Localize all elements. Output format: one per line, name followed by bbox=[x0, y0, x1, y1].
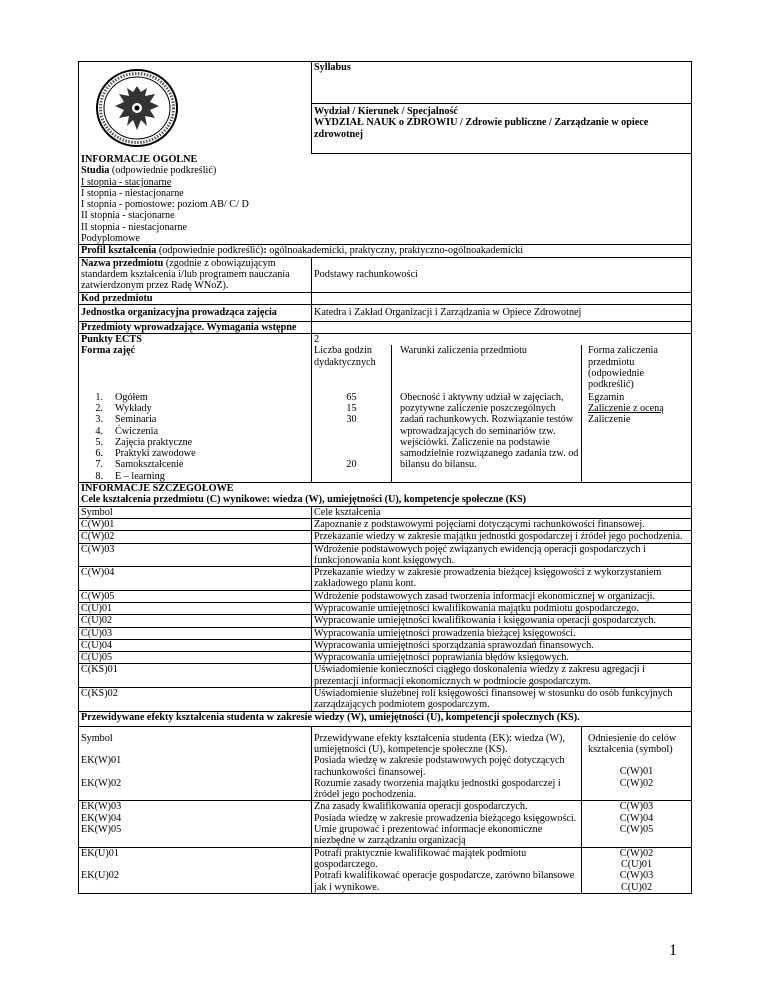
effects-symbol-header: Symbol bbox=[79, 726, 312, 755]
table-row: EK(W)04 Posiada wiedzę w zakresie prowadzenia bieżącego księgowości. C(W)04 bbox=[79, 813, 692, 824]
list-item: 7. Samokształcenie bbox=[95, 459, 184, 471]
faculty-cell bbox=[312, 104, 692, 154]
forms-list-cell bbox=[79, 391, 312, 483]
list-item: 3. Seminaria bbox=[95, 414, 157, 426]
goals-text-header: Cele kształcenia bbox=[312, 506, 692, 518]
hours-value bbox=[314, 437, 389, 448]
effects-ref-header: Odniesienie do celów kształcenia (symbol) bbox=[582, 726, 692, 755]
kod-value bbox=[312, 292, 692, 304]
table-row: EK(U)01 Potrafi praktycznie kwalifikować majątek podmiotu gospodarczego. C(W)02 C(U)01 bbox=[79, 847, 692, 870]
studia-option: I stopnia - niestacjonarne bbox=[81, 187, 184, 199]
table-row: C(U)04 Wypracowania umiejętności sporządzania sprawozdań finansowych. bbox=[79, 639, 692, 651]
syllabus-page bbox=[78, 61, 691, 894]
faculty-value: WYDZIAŁ NAUK o ZDROWIU / Zdrowie publiczne / Zarządzanie w opiece zdrowotnej bbox=[314, 117, 649, 140]
table-row: EK(W)01 Posiada wiedzę w zakresie podstawowych pojęć dotyczących rachunkowości finansowej. C(W)01 bbox=[79, 755, 692, 778]
hours-value: 20 bbox=[346, 459, 357, 471]
table-row: EK(W)02 Rozumie zasady tworzenia majątku jednostki gospodarczej i źródeł jego pochodzenia. C(W)02 bbox=[79, 778, 692, 801]
table-row: C(U)02 Wypracowanie umiejętności kwalifikowania i księgowania operacji gospodarczych. bbox=[79, 615, 692, 627]
forma-zal-header: Forma zaliczenia przedmiotu (odpowiednie podkreślić) bbox=[582, 345, 692, 390]
studia-option: I stopnia - pomostowe: poziom AB/ C/ D bbox=[81, 199, 249, 211]
forms-list bbox=[81, 392, 309, 482]
hours-value: 30 bbox=[346, 414, 357, 426]
table-row: EK(W)03 Zna zasady kwalifikowania operacji gospodarczych. C(W)03 bbox=[79, 801, 692, 813]
table-row: C(W)05 Wdrożenie podstawowych zasad tworzenia informacji ekonomicznej w organizacji. bbox=[79, 590, 692, 602]
hours-cell bbox=[312, 391, 392, 483]
nazwa-label: Nazwa przedmiotu bbox=[81, 257, 164, 269]
hours-value: 15 bbox=[346, 402, 357, 414]
forma-zal-option: Egzamin bbox=[588, 391, 625, 403]
conditions-text: Obecność i aktywny udział w zajęciach, pozytywne zaliczenie poszczególnych zadań rachunkowych. Rozwiązanie testów wprowadzających do seminariów tzw. wejściówki. Zaliczenie na podstawie samodzielnie rozwiązanego zadania tzw. od bilansu do bilansu. bbox=[392, 391, 582, 483]
university-seal-icon bbox=[95, 68, 179, 148]
jednostka-value: Katedra i Zakład Organizacji i Zarządzania w Opiece Zdrowotnej bbox=[312, 304, 692, 321]
effects-heading: Przewidywane efekty kształcenia studenta w zakresie wiedzy (W), umiejętności (U), kompetencji społecznych (KS). bbox=[79, 711, 692, 726]
studia-option: II stopnia - stacjonarne bbox=[81, 210, 175, 222]
forma-zal-option: Zaliczenie z oceną bbox=[588, 402, 664, 414]
nazwa-note: (zgodnie z obowiązującym standardem kształcenia i/lub programem nauczania zatwierdzonym przez Radę WNoZ). bbox=[81, 257, 290, 292]
studia-option: II stopnia - niestacjonarne bbox=[81, 221, 188, 233]
general-heading: INFORMACJE OGÓLNE bbox=[81, 154, 198, 165]
syllabus-table bbox=[78, 61, 692, 894]
list-item: 4. Ćwiczenia bbox=[95, 425, 158, 437]
hours-header: Liczba godzin dydaktycznych bbox=[312, 345, 392, 390]
forma-label: Forma zajęć bbox=[79, 345, 312, 390]
table-row: C(U)01 Wypracowanie umiejętności kwalifikowania majątku podmiotu gospodarczego. bbox=[79, 602, 692, 614]
hours-value bbox=[314, 426, 389, 437]
list-item: 6. Praktyki zawodowe bbox=[95, 448, 196, 460]
hours-value bbox=[314, 448, 389, 459]
table-row: C(W)03 Wdrożenie podstawowych pojęć związanych ewidencją operacji gospodarczych i funkcjonowania kont księgowych. bbox=[79, 543, 692, 567]
nazwa-label-cell bbox=[79, 257, 312, 292]
details-heading: INFORMACJE SZCZEGÓŁOWE bbox=[81, 483, 234, 495]
wymagania-label: Przedmioty wprowadzające. Wymagania wstępne bbox=[79, 321, 312, 333]
profil-label: Profil kształcenia bbox=[81, 245, 157, 257]
hours-value bbox=[314, 471, 389, 482]
general-info-cell bbox=[79, 154, 692, 245]
details-cell bbox=[79, 483, 692, 507]
table-row: C(KS)02 Uświadomienie służebnej roli księgowości finansowej w stosunku do osób funkcyjnych zarządzających podmiotem gospodarczym. bbox=[79, 688, 692, 712]
table-row: C(W)01 Zapoznanie z podstawowymi pojęciami dotyczącymi rachunkowości finansowej. bbox=[79, 518, 692, 530]
effects-text-header: Przewidywane efekty kształcenia studenta (EK): wiedza (W), umiejętności (U), kompetencje społeczne (KS). bbox=[312, 726, 582, 755]
profil-options: ogólnoakademicki, praktyczny, praktyczno-ogólnoakademicki bbox=[269, 245, 524, 257]
faculty-label: Wydział / Kierunek / Specjalność bbox=[314, 106, 458, 117]
ects-value: 2 bbox=[312, 334, 692, 346]
page-number: 1 bbox=[669, 942, 677, 959]
jednostka-label: Jednostka organizacyjna prowadząca zajęcia bbox=[79, 304, 312, 321]
studia-note: (odpowiednie podkreślić) bbox=[109, 165, 217, 177]
conditions-header: Warunki zaliczenia przedmiotu bbox=[392, 345, 582, 390]
wymagania-value bbox=[312, 321, 692, 333]
table-row: C(W)04 Przekazanie wiedzy w zakresie prowadzenia bieżącej księgowości z wykorzystaniem zakładowego planu kont. bbox=[79, 567, 692, 591]
list-item: 5. Zajęcia praktyczne bbox=[95, 436, 193, 448]
forma-zal-option: Zaliczenie bbox=[588, 414, 631, 426]
table-row: C(KS)01 Uświadomienie konieczności ciągłego doskonalenia wiedzy z zakresu agregacji i prezentacji informacji ekonomicznych w podmiocie gospodarczym. bbox=[79, 664, 692, 688]
hours-value: 65 bbox=[346, 391, 357, 403]
kod-label: Kod przedmiotu bbox=[79, 292, 312, 304]
table-row: C(W)02 Przekazanie wiedzy w zakresie majątku jednostki gospodarczej i źródeł jego pochodzenia. bbox=[79, 531, 692, 543]
studia-option: Podyplomowe bbox=[81, 233, 140, 245]
studia-option: I stopnia - stacjonarne bbox=[81, 176, 172, 188]
profil-cell: Profil kształcenia (odpowiednie podkreślić): ogólnoakademicki, praktyczny, praktyczno-ogólnoakademicki bbox=[79, 245, 692, 257]
list-item: 8. E – learning bbox=[95, 470, 165, 482]
table-row: C(U)05 Wypracowania umiejętności poprawiania błędów księgowych. bbox=[79, 652, 692, 664]
profil-note: (odpowiednie podkreślić) bbox=[156, 245, 264, 257]
goals-symbol-header: Symbol bbox=[79, 506, 312, 518]
list-item: 2. Wykłady bbox=[95, 402, 152, 414]
table-row: EK(U)02 Potrafi kwalifikować operacje gospodarcze, zarówno bilansowe jak i wynikowe. C(W)03 C(U)02 bbox=[79, 870, 692, 893]
ects-label: Punkty ECTS bbox=[79, 334, 312, 346]
syllabus-title: Syllabus bbox=[312, 62, 692, 104]
table-row: C(U)03 Wypracowania umiejętności prowadzenia bieżącej księgowości. bbox=[79, 627, 692, 639]
studia-label: Studia bbox=[81, 165, 110, 177]
table-row: EK(W)05 Umie grupować i prezentować informacje ekonomiczne niezbędne w zarządzaniu organizacją C(W)05 bbox=[79, 824, 692, 847]
logo-cell bbox=[79, 62, 312, 154]
forma-zal-cell bbox=[582, 391, 692, 483]
list-item: 1. Ogółem bbox=[95, 391, 148, 403]
goals-heading: Cele kształcenia przedmiotu (C) wynikowe: wiedza (W), umiejętności (U), kompetencje społeczne (KS) bbox=[81, 494, 527, 506]
nazwa-value: Podstawy rachunkowości bbox=[312, 257, 692, 292]
